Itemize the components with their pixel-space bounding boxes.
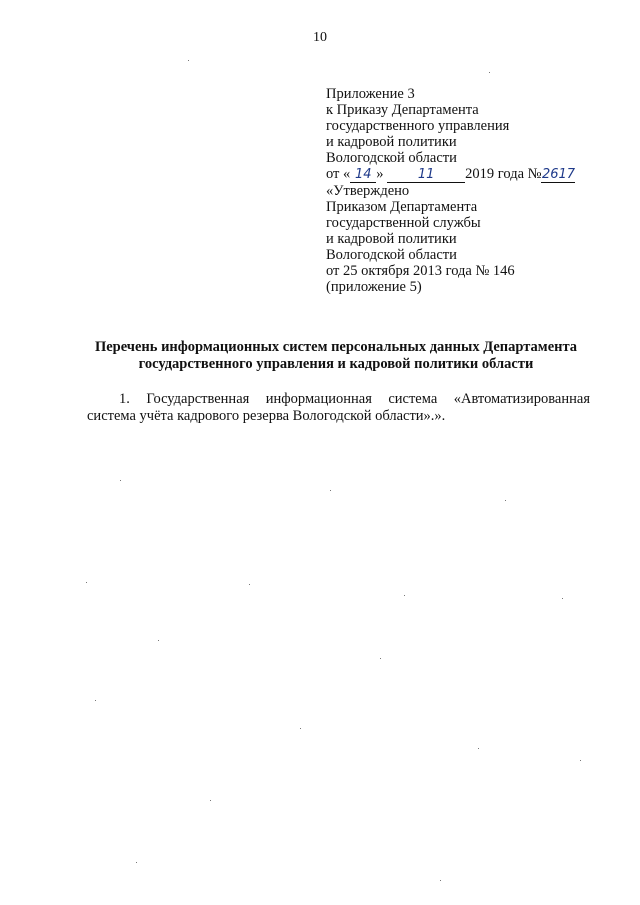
date-quote-close: » [376,166,384,182]
approved-line: «Утверждено [326,183,410,199]
order-number-handwritten: 2617 [541,167,576,182]
approved-line: Вологодской области [326,247,457,263]
page-number: 10 [313,30,327,45]
approved-line: (приложение 5) [326,279,422,295]
scan-speck [158,640,159,641]
scan-speck [120,480,121,481]
scan-speck [580,760,581,761]
scan-speck [330,490,331,491]
scan-speck [489,72,490,73]
date-year-text: 2019 года № [465,166,542,182]
appendix-line: к Приказу Департамента [326,102,479,118]
date-prefix: от « [326,166,351,182]
appendix-date-line [326,166,626,183]
approved-line: от 25 октября 2013 года № 146 [326,263,515,279]
scan-speck [505,500,506,501]
scan-speck [300,728,301,729]
appendix-line: и кадровой политики [326,134,457,150]
appendix-line: Приложение 3 [326,86,415,102]
scan-speck [249,584,250,585]
appendix-block [326,86,626,295]
approved-line: Приказом Департамента [326,199,478,215]
scan-speck [188,60,189,61]
approved-line: и кадровой политики [326,231,457,247]
appendix-line: государственного управления [326,118,510,134]
scan-speck [478,748,479,749]
date-month-handwritten: 11 [387,168,465,183]
document-title-line-1: Перечень информационных систем персональных данных Департамента [94,339,578,355]
approved-line: государственной службы [326,215,481,231]
appendix-line: Вологодской области [326,150,457,166]
scan-speck [136,862,137,863]
list-item-paragraph: 1. Государственная информационная система «Автоматизированная система учёта кадрового резерва Вологодской области».». [87,391,590,424]
document-title [76,339,596,373]
scan-speck [210,800,211,801]
scan-speck [440,880,441,881]
scan-speck [95,700,96,701]
scan-speck [380,658,381,659]
date-day-handwritten: 14 [350,168,376,183]
scan-speck [86,582,87,583]
scan-speck [404,595,405,596]
scan-speck [562,598,563,599]
document-title-line-2: государственного управления и кадровой политики области [138,356,534,372]
